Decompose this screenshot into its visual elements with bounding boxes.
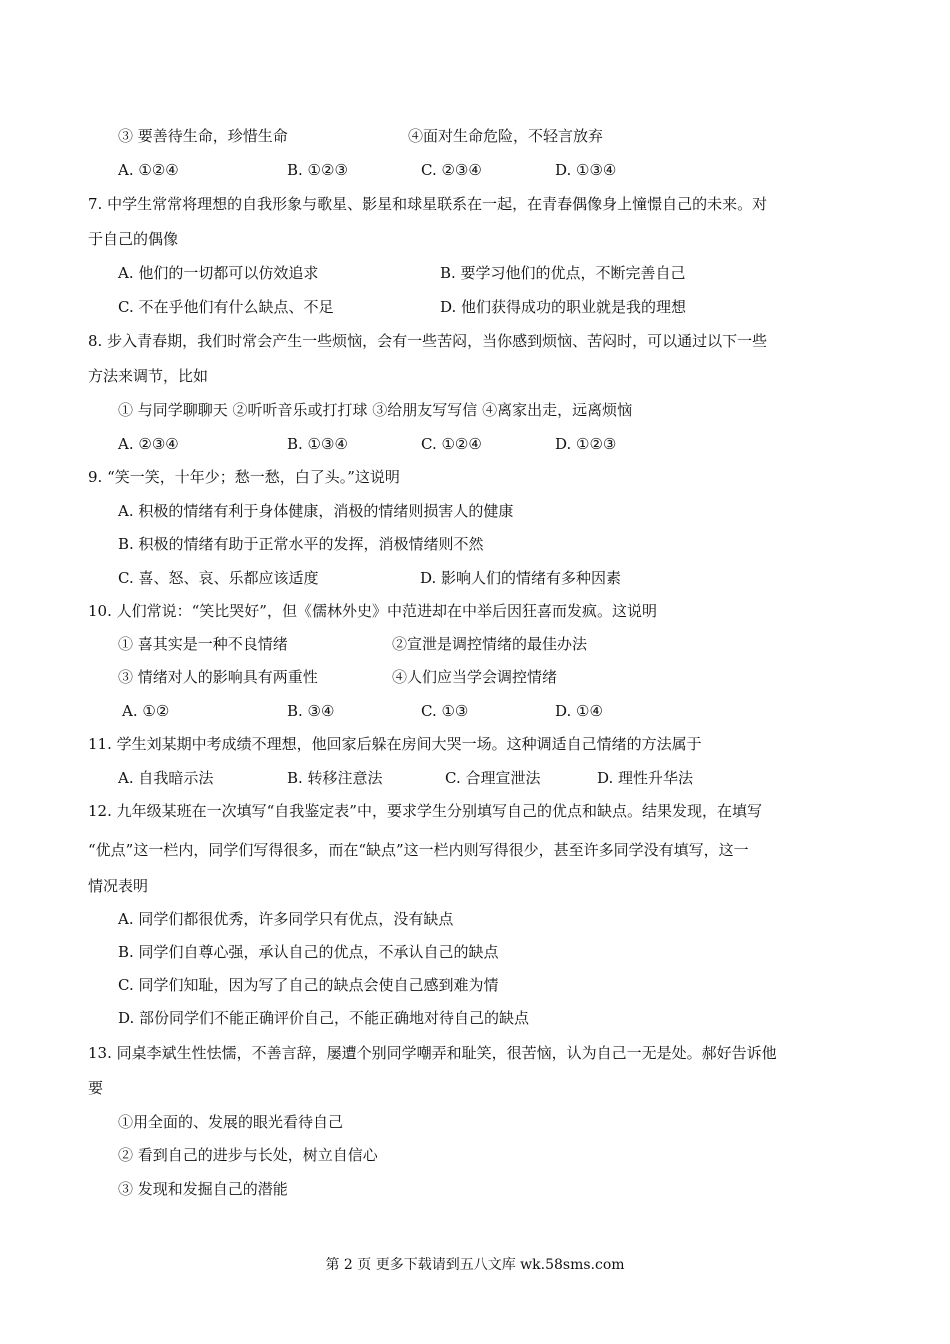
- q12-option-b: B. 同学们自尊心强，承认自己的优点，不承认自己的缺点: [118, 943, 499, 961]
- q8-stem-line2: 方法来调节，比如: [88, 367, 209, 385]
- q9-option-b: B. 积极的情绪有助于正常水平的发挥，消极情绪则不然: [118, 535, 484, 553]
- q8-stem-line1: 8. 步入青春期，我们时常会产生一些烦恼，会有一些苦闷，当你感到烦恼、苦闷时，可以通过以下一些: [88, 332, 768, 350]
- q12-stem-line2: “优点”这一栏内，同学们写得很多，而在“缺点”这一栏内则写得很少，甚至许多同学没有填写，这一: [88, 841, 749, 859]
- q8-answer-c: C. ①②④: [421, 435, 482, 453]
- q6-answer-a: A. ①②④: [118, 161, 179, 179]
- q10-option-4: ④人们应当学会调控情绪: [392, 668, 558, 686]
- q8-answer-d: D. ①②③: [555, 435, 617, 453]
- q9-option-c: C. 喜、怒、哀、乐都应该适度: [118, 569, 319, 587]
- q13-option-3: ③ 发现和发掘自己的潜能: [118, 1180, 288, 1198]
- q12-option-d: D. 部份同学们不能正确评价自己，不能正确地对待自己的缺点: [118, 1009, 530, 1027]
- q6-answer-b: B. ①②③: [287, 161, 348, 179]
- q10-option-3: ③ 情绪对人的影响具有两重性: [118, 668, 318, 686]
- q8-items: ① 与同学聊聊天 ②听听音乐或打打球 ③给朋友写写信 ④离家出走，远离烦恼: [118, 401, 633, 419]
- q9-option-a: A. 积极的情绪有利于身体健康，消极的情绪则损害人的健康: [118, 502, 514, 520]
- q10-option-1: ① 喜其实是一种不良情绪: [118, 635, 288, 653]
- q13-stem-line1: 13. 同桌李斌生性怯懦，不善言辞，屡遭个别同学嘲弄和耻笑，很苦恼，认为自己一无是处。郝好告诉他: [88, 1044, 777, 1062]
- q10-option-2: ②宣泄是调控情绪的最佳办法: [392, 635, 588, 653]
- q12-option-c: C. 同学们知耻，因为写了自己的缺点会使自己感到难为情: [118, 976, 499, 994]
- q11-stem: 11. 学生刘某期中考成绩不理想，他回家后躲在房间大哭一场。这种调适自己情绪的方法属于: [88, 735, 702, 753]
- q12-option-a: A. 同学们都很优秀，许多同学只有优点，没有缺点: [118, 910, 454, 928]
- q6-option-4: ④面对生命危险，不轻言放弃: [408, 127, 604, 145]
- q8-answer-a: A. ②③④: [118, 435, 179, 453]
- q7-option-b: B. 要学习他们的优点，不断完善自己: [440, 264, 686, 282]
- q11-answer-b: B. 转移注意法: [287, 769, 383, 787]
- q6-answer-d: D. ①③④: [555, 161, 617, 179]
- q13-option-2: ② 看到自己的进步与长处，树立自信心: [118, 1146, 378, 1164]
- page-footer: 第 2 页 更多下载请到五八文库 wk.58sms.com: [325, 1257, 625, 1273]
- q8-answer-b: B. ①③④: [287, 435, 348, 453]
- q13-option-1: ①用全面的、发展的眼光看待自己: [118, 1113, 344, 1131]
- q7-option-c: C. 不在乎他们有什么缺点、不足: [118, 298, 334, 316]
- q11-answer-d: D. 理性升华法: [597, 769, 694, 787]
- q7-option-a: A. 他们的一切都可以仿效追求: [118, 264, 319, 282]
- q6-answer-c: C. ②③④: [421, 161, 482, 179]
- q10-stem: 10. 人们常说：“笑比哭好”，但《儒林外史》中范进却在中举后因狂喜而发疯。这说明: [88, 602, 657, 620]
- q6-option-3: ③ 要善待生命，珍惜生命: [118, 127, 288, 145]
- q12-stem-line3: 情况表明: [88, 877, 149, 895]
- q11-answer-a: A. 自我暗示法: [118, 769, 214, 787]
- q10-answer-c: C. ①③: [421, 702, 469, 720]
- q7-stem-line2: 于自己的偶像: [88, 230, 179, 248]
- q12-stem-line1: 12. 九年级某班在一次填写“自我鉴定表”中，要求学生分别填写自己的优点和缺点。结果发现，在填写: [88, 802, 762, 820]
- q10-answer-d: D. ①④: [555, 702, 603, 720]
- q9-option-d: D. 影响人们的情绪有多种因素: [420, 569, 622, 587]
- q7-stem-line1: 7. 中学生常常将理想的自我形象与歌星、影星和球星联系在一起，在青春偶像身上憧憬自己的未来。对: [88, 195, 768, 213]
- q9-stem: 9. “笑一笑，十年少；愁一愁，白了头。”这说明: [88, 468, 400, 486]
- q13-stem-line2: 要: [88, 1079, 104, 1097]
- q11-answer-c: C. 合理宣泄法: [445, 769, 541, 787]
- q10-answer-a: A. ①②: [122, 702, 170, 720]
- q7-option-d: D. 他们获得成功的职业就是我的理想: [440, 298, 687, 316]
- q10-answer-b: B. ③④: [287, 702, 335, 720]
